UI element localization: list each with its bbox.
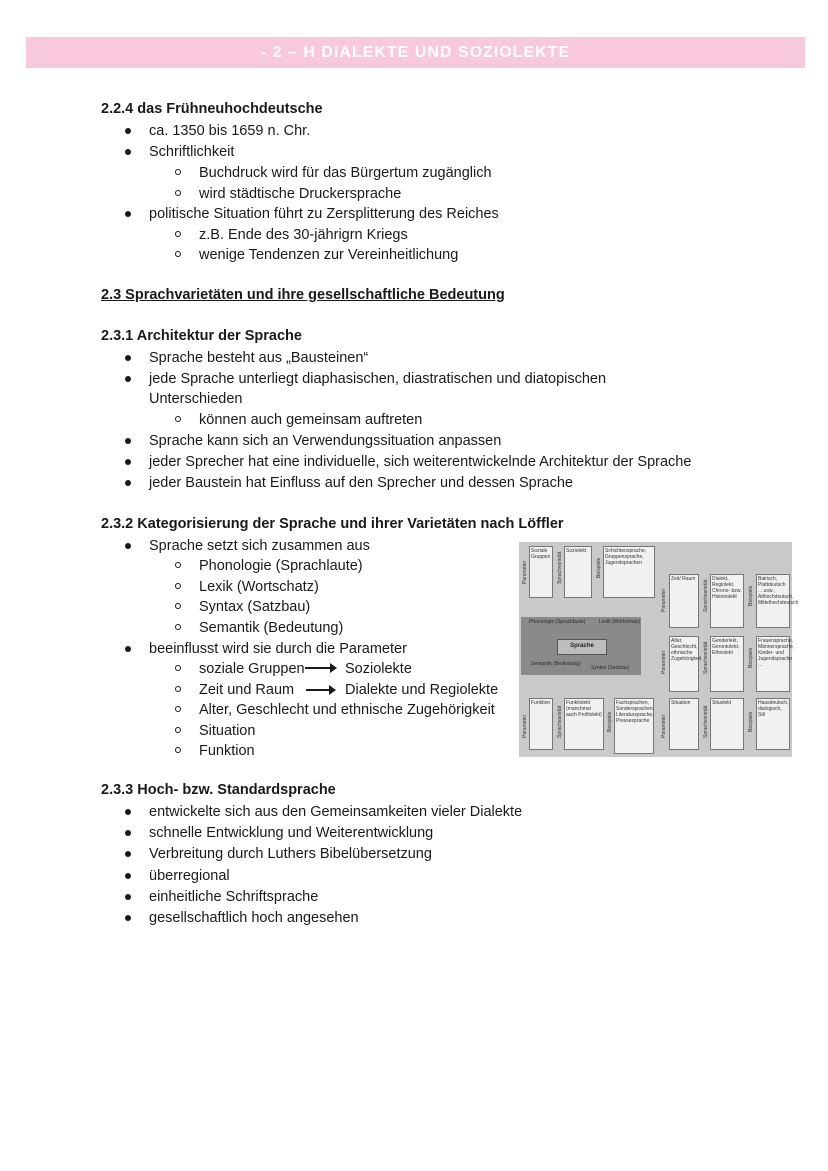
list-item: schnelle Entwicklung und Weiterentwicklung [149, 825, 434, 841]
beispiele-vlabel: Beispiele [607, 711, 613, 732]
list-item: beeinflusst wird sie durch die Parameter [149, 641, 407, 657]
param-label: Zeit und Raum [199, 682, 295, 698]
heading-2-3-2: 2.3.2 Kategorisierung der Sprache und ihrer Varietäten nach Löffler [101, 516, 564, 532]
list-item: Alter, Geschlecht und ethnische Zugehörigkeit [199, 702, 495, 718]
list-item: Buchdruck wird für das Bürgertum zugänglich [199, 165, 492, 181]
beispiele-vlabel: Beispiele [748, 647, 754, 668]
diagram-box: Situation [669, 698, 699, 750]
list-item: Sprache kann sich an Verwendungssituation anpassen [149, 433, 502, 449]
list-item: jede Sprache unterliegt diaphasischen, diastratischen und diatopischen [149, 371, 607, 387]
diagram-box: Soziolekt [564, 546, 592, 598]
chapter-banner: - 2 – H DIALEKTE UND SOZIOLEKTE [26, 37, 805, 68]
list-item: jeder Baustein hat Einfluss auf den Sprecher und dessen Sprache [149, 475, 573, 491]
param-result: Soziolekte [345, 661, 412, 677]
list-item: Phonologie (Sprachlaute) [199, 558, 363, 574]
beispiele-vlabel: Beispiele [748, 711, 754, 732]
list-item: Syntax (Satzbau) [199, 599, 311, 615]
list-item: politische Situation führt zu Zersplitterung des Reiches [149, 206, 499, 222]
sprachvarietaet-vlabel: Sprachvarietät [703, 705, 709, 738]
heading-2-3-3: 2.3.3 Hoch- bzw. Standardsprache [101, 782, 336, 798]
diagram-box: Alter, Geschlecht, ethnische Zugehörigkeit [669, 636, 699, 692]
arrow-right-icon [306, 689, 334, 691]
list-item: Lexik (Wortschatz) [199, 579, 319, 595]
sprachvarietaet-vlabel: Sprachvarietät [703, 641, 709, 674]
beispiele-vlabel: Beispiele [596, 557, 602, 578]
list-item: Sprache besteht aus „Bausteinen“ [149, 350, 369, 366]
diagram-box: Situolekt [710, 698, 744, 750]
diagram-box: Hausdeutsch, dialogisch, Stil [756, 698, 790, 750]
sprache-label: Sprache [557, 639, 607, 655]
list-item: Situation [199, 723, 256, 739]
diagram-box: Zeit/ Raum [669, 574, 699, 628]
param-result: Dialekte und Regiolekte [345, 682, 499, 698]
list-item: Sprache setzt sich zusammen aus [149, 538, 370, 554]
list-item-continuation: Unterschieden [149, 391, 243, 407]
heading-2-2-4: 2.2.4 das Frühneuhochdeutsche [101, 101, 323, 117]
sprachvarietaet-vlabel: Sprachvarietät [557, 705, 563, 738]
list-item: jeder Sprecher hat eine individuelle, sich weiterentwickelnde Architektur der Sprache [149, 454, 692, 470]
diagram-box: Bairisch, Plattdeutsch ... usw., Althochdeutsch, Mittelhochdeutsch [756, 574, 790, 628]
list-item: Schriftlichkeit [149, 144, 235, 160]
sprachvarietaet-vlabel: Sprachvarietät [703, 579, 709, 612]
list-item [199, 680, 499, 700]
list-item: wenige Tendenzen zur Vereinheitlichung [199, 247, 459, 263]
param-vlabel: Parameter [661, 588, 667, 612]
list-item: ca. 1350 bis 1659 n. Chr. [149, 123, 311, 139]
diagram-box: Dialekt, Regiolekt, Chrono- bzw. Historiolekt [710, 574, 744, 628]
list-item: Semantik (Bedeutung) [199, 620, 344, 636]
beispiele-vlabel: Beispiele [748, 585, 754, 606]
sprache-center-box [521, 617, 641, 675]
arrow-right-icon [305, 667, 335, 669]
list-item: gesellschaftlich hoch angesehen [149, 910, 359, 926]
diagram-box: Funktion [529, 698, 553, 750]
diagram-cell: Lexik (Wortschatz) [599, 619, 641, 625]
param-vlabel: Parameter [522, 560, 528, 584]
param-label: soziale Gruppen [199, 661, 305, 677]
list-item [199, 659, 412, 679]
diagram-box: Funktiolekt (manchmal auch Profilolekt) [564, 698, 604, 750]
diagram-box: Frauensprache, Männersprache, Kinder- und Jugendsprache ... [756, 636, 790, 692]
list-item: wird städtische Druckersprache [199, 186, 402, 202]
heading-2-3: 2.3 Sprachvarietäten und ihre gesellschaftliche Bedeutung [101, 287, 505, 303]
param-vlabel: Parameter [661, 650, 667, 674]
param-vlabel: Parameter [522, 714, 528, 738]
diagram-cell: Semantik (Bedeutung) [531, 661, 581, 667]
diagram-cell: Phonologie (Sprachlaute) [529, 619, 586, 625]
loeffler-diagram-photo [519, 542, 799, 757]
list-item: überregional [149, 868, 230, 884]
list-item: entwickelte sich aus den Gemeinsamkeiten vieler Dialekte [149, 804, 523, 820]
heading-2-3-1: 2.3.1 Architektur der Sprache [101, 328, 302, 344]
diagram-cell: Syntax (Satzbau) [591, 665, 630, 671]
sprachvarietaet-vlabel: Sprachvarietät [557, 551, 563, 584]
list-item: z.B. Ende des 30-jährigrn Kriegs [199, 227, 408, 243]
param-vlabel: Parameter [661, 714, 667, 738]
diagram-box: Genderlekt, Gerontolekt, Ethnolekt [710, 636, 744, 692]
diagram-box: Schichtensprache, Gruppensprache, Jugendsprachen [603, 546, 655, 598]
diagram-box: Soziale Gruppen [529, 546, 553, 598]
diagram-box: Fachsprachen, Sondersprachen, Literatursprache, Pressesprache [614, 698, 654, 754]
list-item: Funktion [199, 743, 255, 759]
list-item: Verbreitung durch Luthers Bibelübersetzung [149, 846, 432, 862]
list-item: einheitliche Schriftsprache [149, 889, 319, 905]
list-item: können auch gemeinsam auftreten [199, 412, 423, 428]
